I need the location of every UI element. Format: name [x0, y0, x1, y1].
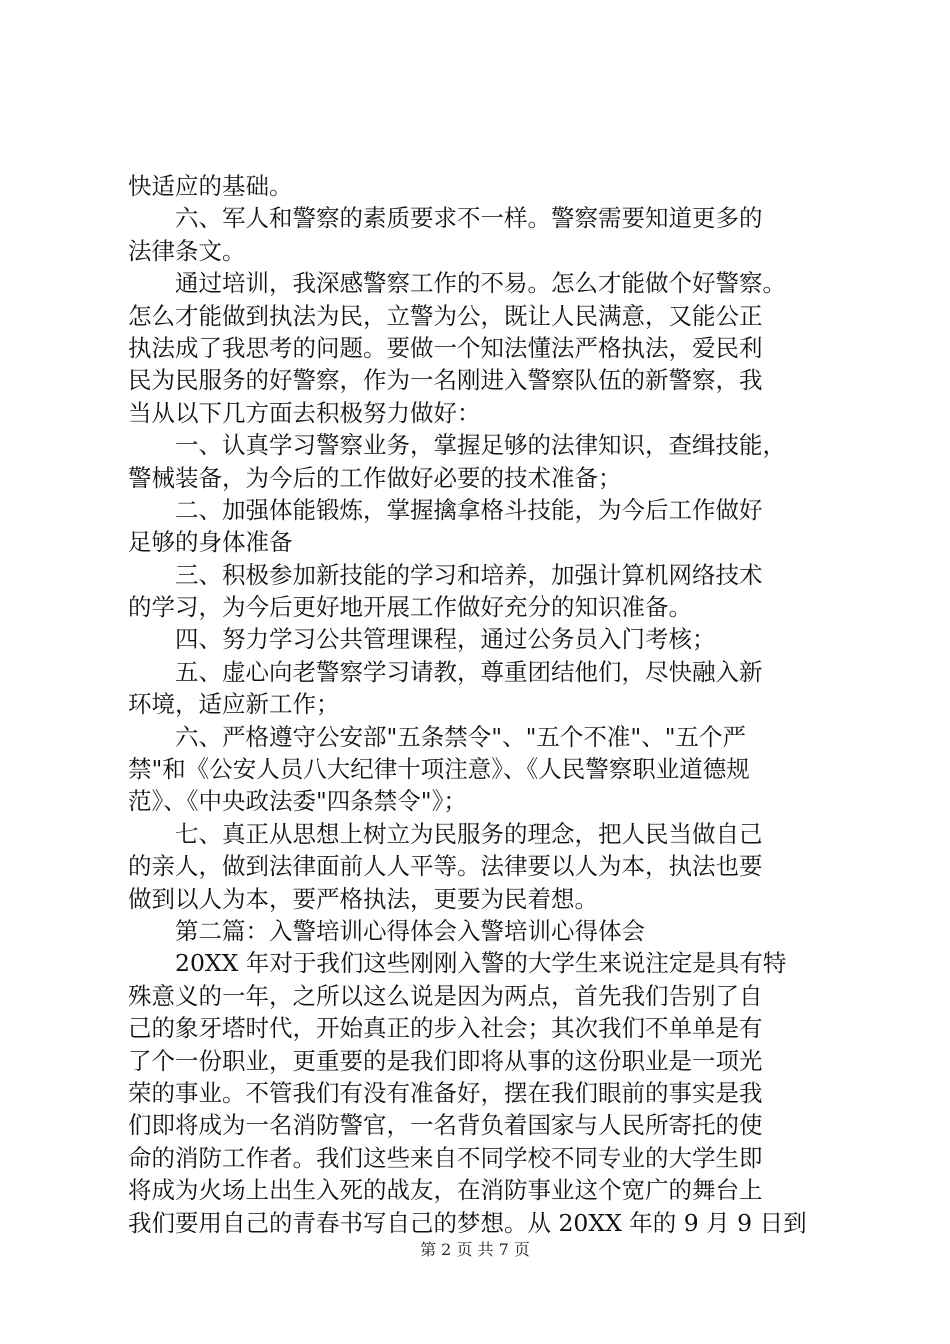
text-line: 警械装备，为今后的工作做好必要的技术准备；: [128, 463, 622, 492]
text-line: 第二篇：入警培训心得体会入警培训心得体会: [175, 916, 645, 945]
text-line: 六、严格遵守公安部"五条禁令"、"五个不准"、"五个严: [175, 722, 747, 751]
page-footer: 第 2 页 共 7 页: [420, 1240, 530, 1259]
text-line: 快适应的基础。: [128, 172, 293, 200]
text-line: 四、努力学习公共管理课程，通过公务员入门考核；: [175, 625, 716, 654]
document-body: [128, 170, 838, 1239]
text-line: 殊意义的一年，之所以这么说是因为两点，首先我们告别了自: [128, 981, 763, 1010]
text-line: 了个一份职业，更重要的是我们即将从事的这份职业是一项光: [128, 1046, 763, 1075]
text-line: 环境，适应新工作；: [128, 690, 340, 719]
text-line: 三、积极参加新技能的学习和培养，加强计算机网络技术: [175, 560, 763, 589]
text-line: 将成为火场上出生入死的战友，在消防事业这个宽广的舞台上: [128, 1176, 763, 1205]
text-line: 足够的身体准备: [128, 528, 293, 557]
text-line: 做到以人为本，要严格执法，更要为民着想。: [128, 884, 598, 913]
text-line: 20XX 年对于我们这些刚刚入警的大学生来说注定是具有特: [175, 949, 787, 978]
text-line: 二、加强体能锻炼，掌握擒拿格斗技能，为今后工作做好: [175, 495, 763, 524]
text-line: 的学习，为今后更好地开展工作做好充分的知识准备。: [128, 593, 692, 622]
text-line: 执法成了我思考的问题。要做一个知法懂法严格执法，爱民利: [128, 333, 763, 362]
text-line: 通过培训，我深感警察工作的不易。怎么才能做个好警察。: [175, 269, 786, 298]
text-line: 的亲人，做到法律面前人人平等。法律要以人为本，执法也要: [128, 852, 763, 881]
text-line: 五、虚心向老警察学习请教，尊重团结他们，尽快融入新: [175, 657, 763, 686]
text-line: 怎么才能做到执法为民，立警为公，既让人民满意，又能公正: [128, 301, 763, 330]
text-line: 六、军人和警察的素质要求不一样。警察需要知道更多的: [175, 204, 763, 233]
text-line: 我们要用自己的青春书写自己的梦想。从 20XX 年的 9 月 9 日到: [128, 1208, 807, 1237]
text-line: 七、真正从思想上树立为民服务的理念，把人民当做自己: [175, 819, 763, 848]
text-line: 己的象牙塔时代，开始真正的步入社会；其次我们不单单是有: [128, 1014, 763, 1043]
text-line: 范》、《中央政法委"四条禁令"》；: [128, 787, 467, 816]
text-line: 一、认真学习警察业务，掌握足够的法律知识，查缉技能，: [175, 431, 786, 460]
text-line: 命的消防工作者。我们这些来自不同学校不同专业的大学生即: [128, 1143, 763, 1172]
text-line: 禁"和《公安人员八大纪律十项注意》、《人民警察职业道德规: [128, 755, 750, 784]
text-line: 们即将成为一名消防警官，一名背负着国家与人民所寄托的使: [128, 1111, 763, 1140]
text-line: 当从以下几方面去积极努力做好：: [128, 398, 481, 427]
text-line: 民为民服务的好警察，作为一名刚进入警察队伍的新警察，我: [128, 366, 763, 395]
text-line: 荣的事业。不管我们有没有准备好，摆在我们眼前的事实是我: [128, 1078, 763, 1107]
text-line: 法律条文。: [128, 236, 246, 265]
